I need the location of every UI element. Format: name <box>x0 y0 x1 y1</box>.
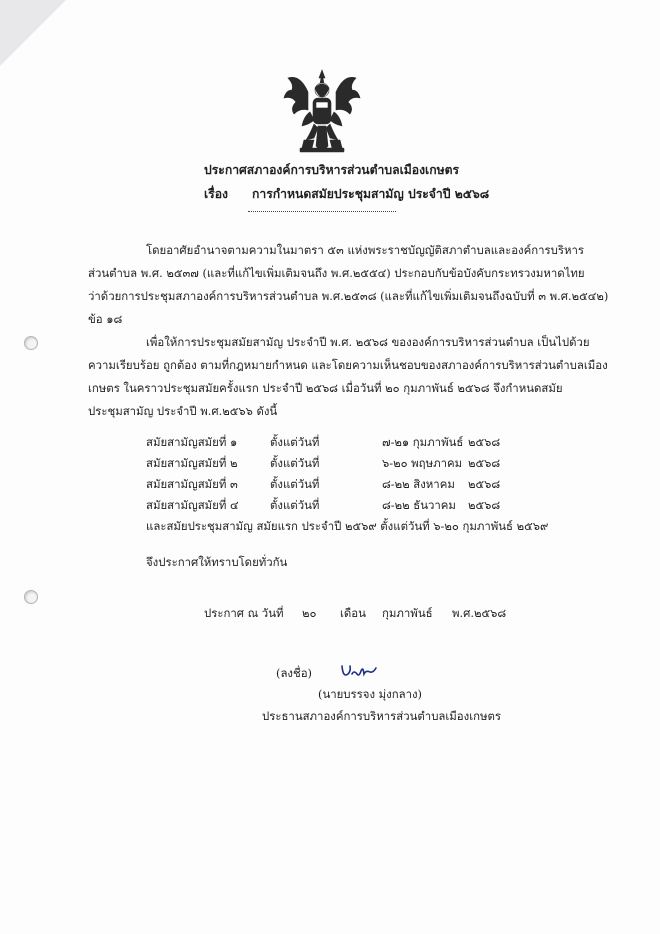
session-dates: ๘-๒๒ สิงหาคม <box>382 477 455 491</box>
session-from: ตั้งแต่วันที่ <box>270 435 320 449</box>
garuda-emblem-icon <box>280 68 364 156</box>
text-line: ประชุมสามัญ ประจำปี พ.ศ.๒๕๖๖ ดังนี้ <box>88 404 278 418</box>
text-line: เพื่อให้การประชุมสมัยสามัญ ประจำปี พ.ศ. ๒๕๖๘ ขององค์การบริหารส่วนตำบล เป็นไปด้วย <box>146 335 590 349</box>
session-year: ๒๕๖๘ <box>468 435 501 449</box>
signed-label: (ลงชื่อ) <box>276 666 313 680</box>
session-dates: ๗-๒๑ กุมภาพันธ์ <box>382 435 464 449</box>
session-year: ๒๕๖๘ <box>468 456 501 470</box>
signer-name: (นายบรรจง มุ่งกลาง) <box>318 687 422 701</box>
closing-statement: จึงประกาศให้ทราบโดยทั่วกัน <box>146 555 288 569</box>
text-line: ความเรียบร้อย ถูกต้อง ตามที่กฎหมายกำหนด และโดยความเห็นชอบของสภาองค์การบริหารส่วนตำบลเมือง <box>88 358 608 372</box>
session-name: สมัยสามัญสมัยที่ ๔ <box>146 498 239 512</box>
signer-position: ประธานสภาองค์การบริหารส่วนตำบลเมืองเกษตร <box>262 709 502 723</box>
punch-hole-top <box>24 336 38 350</box>
dateline-year: พ.ศ.๒๕๖๘ <box>452 606 507 620</box>
dateline-prefix: ประกาศ ณ วันที่ <box>204 606 284 620</box>
session-from: ตั้งแต่วันที่ <box>270 456 320 470</box>
session-year: ๒๕๖๘ <box>468 477 501 491</box>
subject-text: การกำหนดสมัยประชุมสามัญ ประจำปี ๒๕๖๘ <box>252 187 490 201</box>
punch-hole-bottom <box>24 590 38 604</box>
text-line: โดยอาศัยอำนาจตามความในมาตรา ๕๓ แห่งพระราชบัญญัติสภาตำบลและองค์การบริหาร <box>146 243 585 257</box>
session-from: ตั้งแต่วันที่ <box>270 477 320 491</box>
next-year-session: และสมัยประชุมสามัญ สมัยแรก ประจำปี ๒๕๖๙ ตั้งแต่วันที่ ๖-๒๐ กุมภาพันธ์ ๒๕๖๙ <box>146 519 549 533</box>
text-line: ข้อ ๑๘ <box>88 312 123 326</box>
title-underline-divider <box>248 211 396 212</box>
text-line: ส่วนตำบล พ.ศ. ๒๕๓๗ (และที่แก้ไขเพิ่มเติมจนถึง พ.ศ.๒๕๕๔) ประกอบกับข้อบังคับกระทรวงมหาดไทย <box>88 266 585 280</box>
announcement-title: ประกาศสภาองค์การบริหารส่วนตำบลเมืองเกษตร <box>204 163 460 177</box>
session-name: สมัยสามัญสมัยที่ ๓ <box>146 477 238 491</box>
dateline-month: กุมภาพันธ์ <box>382 606 433 620</box>
text-line: ว่าด้วยการประชุมสภาองค์การบริหารส่วนตำบล พ.ศ.๒๕๓๘ (และที่แก้ไขเพิ่มเติมจนถึงฉบับที่ ๓ พ.ศ.๒๕๔๒) <box>88 289 609 303</box>
session-from: ตั้งแต่วันที่ <box>270 498 320 512</box>
text-line: เกษตร ในคราวประชุมสมัยครั้งแรก ประจำปี ๒๕๖๘ เมื่อวันที่ ๒๐ กุมภาพันธ์ ๒๕๖๘ จึงกำหนดสมัย <box>88 381 563 395</box>
session-name: สมัยสามัญสมัยที่ ๒ <box>146 456 238 470</box>
session-dates: ๘-๒๒ ธันวาคม <box>382 498 456 512</box>
handwritten-signature <box>340 662 378 680</box>
page-corner-fold <box>0 0 66 66</box>
subject-label: เรื่อง <box>204 187 228 201</box>
session-name: สมัยสามัญสมัยที่ ๑ <box>146 435 238 449</box>
dateline-day: ๒๐ <box>302 606 317 620</box>
session-dates: ๖-๒๐ พฤษภาคม <box>382 456 463 470</box>
session-year: ๒๕๖๘ <box>468 498 501 512</box>
dateline-month-label: เดือน <box>340 606 366 620</box>
